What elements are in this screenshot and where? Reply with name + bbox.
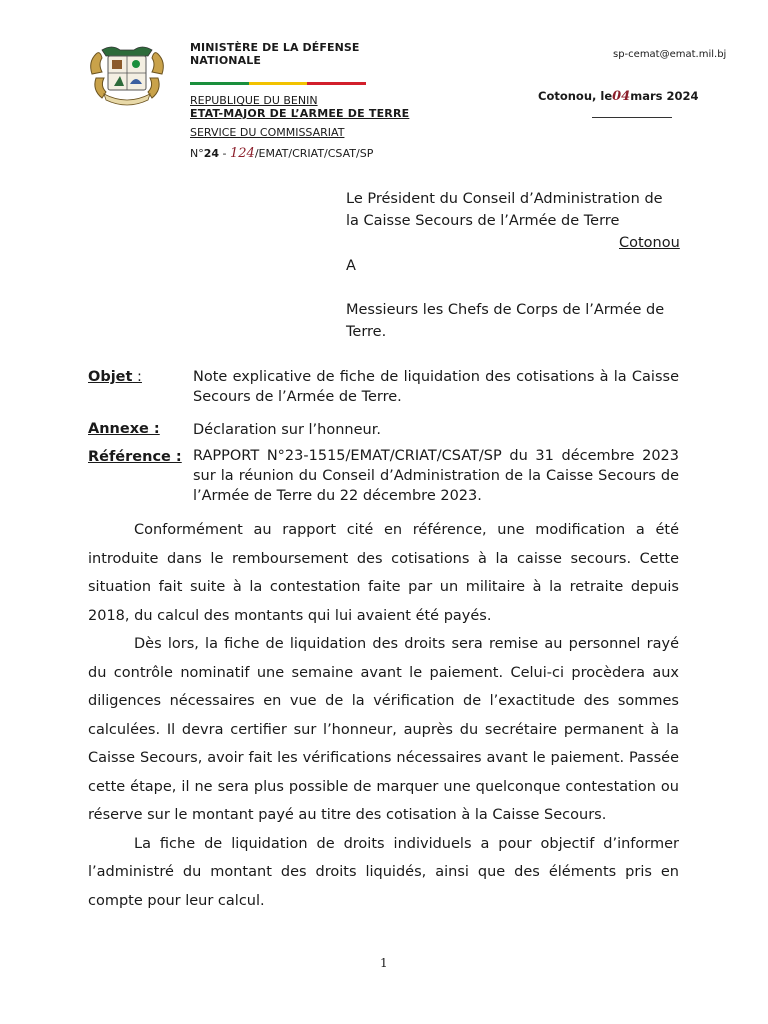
- ministry-line-1: MINISTÈRE DE LA DÉFENSE: [190, 41, 360, 54]
- recipient-line-2: Terre.: [346, 324, 387, 340]
- flag-stripe: [190, 82, 366, 85]
- sender-block: [346, 188, 686, 232]
- reference-label: Référence :: [88, 449, 182, 465]
- annexe-value: Déclaration sur l’honneur.: [193, 422, 381, 438]
- annexe-label: Annexe :: [88, 421, 160, 437]
- objet-colon: :: [132, 369, 142, 385]
- ref-separator: -: [219, 147, 231, 160]
- email-address: sp-cemat@emat.mil.bj: [613, 49, 727, 60]
- body-paragraph-1: Conformément au rapport cité en référence, une modification a été introduite dans le remboursement des cotisations à la caisse secours. Cette situation fait suite à la contestation faite par un militaire à la retraite depuis 2018, du calcul des montants qui lui avaient été payés.: [88, 522, 679, 624]
- recipient-line-1: Messieurs les Chefs de Corps de l’Armée de: [346, 302, 665, 318]
- letter-body: [88, 516, 679, 915]
- date-underline: [592, 117, 672, 118]
- recipient-block: [346, 299, 686, 343]
- month-year: mars 2024: [630, 89, 699, 103]
- body-paragraph-2: Dès lors, la fiche de liquidation des droits sera remise au personnel rayé du contrôle nominatif une semaine avant le paiement. Celui-ci procèdera aux diligences nécessaires en vue de la vérification de l’exactitude des sommes calculées. Il devra certifier sur l’honneur, auprès du secrétaire permanent à la Caisse Secours, avoir fait les vérifications nécessaires avant le paiement. Passée cette étape, il ne sera plus possible de marquer une quelconque contestation ou réserve sur le montant payé au titre des cotisation à la Caisse Secours.: [88, 636, 679, 823]
- coat-of-arms-emblem: [86, 44, 168, 108]
- republic-name: REPUBLIQUE DU BENIN: [190, 94, 318, 107]
- flag-red-band: [307, 82, 366, 85]
- sender-line-1: Le Président du Conseil d’Administration de: [346, 191, 663, 207]
- sender-line-2: la Caisse Secours de l’Armée de Terre: [346, 213, 620, 229]
- reference-value: RAPPORT N°23-1515/EMAT/CRIAT/CSAT/SP du 31 décembre 2023 sur la réunion du Conseil d’Administration de la Caisse Secours de l’Armée de Terre du 22 décembre 2023.: [193, 448, 679, 504]
- objet-label-text: Objet: [88, 369, 133, 385]
- document-reference-number: [190, 147, 373, 160]
- page-number: 1: [380, 956, 388, 970]
- addressee-a: A: [346, 258, 356, 274]
- etat-major-name: ETAT-MAJOR DE L’ARMEE DE TERRE: [190, 107, 410, 120]
- city-label: Cotonou, le: [538, 89, 613, 103]
- sender-city: Cotonou: [619, 235, 680, 251]
- objet-value: Note explicative de fiche de liquidation des cotisations à la Caisse Secours de l’Armée de Terre.: [193, 369, 679, 405]
- place-and-date: [538, 89, 699, 104]
- ref-prefix: N°: [190, 147, 204, 160]
- flag-green-band: [190, 82, 249, 85]
- ministry-name: [190, 41, 360, 67]
- ref-year: 24: [203, 147, 220, 160]
- body-paragraph-3: La fiche de liquidation de droits individuels a pour objectif d’informer l’administré du montant des droits liquidés, ainsi que des éléments pris en compte pour leur calcul.: [88, 835, 679, 909]
- ministry-line-2: NATIONALE: [190, 54, 261, 67]
- handwritten-day: 04: [612, 89, 631, 104]
- service-name: SERVICE DU COMMISSARIAT: [190, 126, 345, 139]
- flag-yellow-band: [249, 82, 308, 85]
- ref-suffix: /EMAT/CRIAT/CSAT/SP: [254, 147, 374, 160]
- ref-handwritten-number: 124: [230, 146, 255, 161]
- objet-label: [88, 369, 142, 385]
